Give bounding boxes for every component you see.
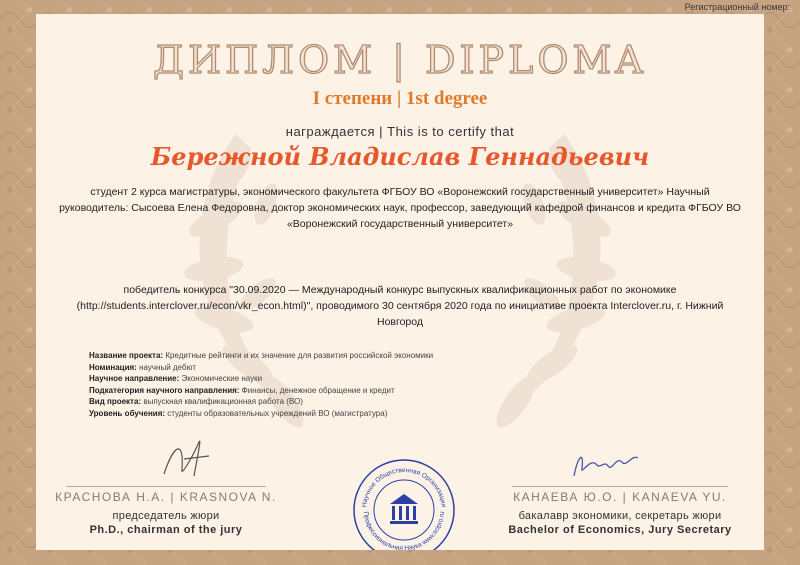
chairman-signature-block [46, 476, 286, 536]
detail-row: Подкатегория научного направления: Финансы, денежное обращение и кредит [89, 385, 395, 395]
detail-row: Научное направление: Экономические науки [89, 374, 263, 383]
registration-number-label: Регистрационный номер: [684, 2, 790, 12]
degree-label: I степени | 1st degree [312, 88, 488, 109]
chairman-name: КРАСНОВА Н.А. | KRASNOVA N. [55, 490, 277, 504]
recipient-description: студент 2 курса магистратуры, экономического факультета ФГБОУ ВО «Воронежский государственный университет» Научный руководитель: Сысоева Елена Федоровна, доктор экономических наук, профессор, заведующий кафедрой финансов и кредита ФГБОУ ВО «Воронежский государственный университет» [59, 186, 741, 230]
detail-row: Вид проекта: выпускная квалификационная работа (ВО) [89, 397, 303, 406]
detail-row: Уровень обучения: студенты образовательных учреждений ВО (магистратура) [89, 408, 388, 418]
detail-row: Название проекта: Кредитные рейтинги и их значение для развития российской экономики [89, 351, 434, 360]
secretary-role: бакалавр экономики, секретарь жюри [518, 510, 722, 522]
certificate-sheet [36, 14, 764, 553]
recipient-name: Бережной Владислав Геннадьевич [150, 142, 650, 171]
chairman-role: председатель жюри [112, 510, 220, 522]
organization-seal [350, 456, 458, 553]
certify-text: награждается | This is to certify that [285, 124, 515, 139]
diploma-title: ДИПЛОМ | DIPLOMA [153, 38, 647, 82]
seal-bottom-text: Профессиональная Наука www.scipro.ru [361, 511, 447, 553]
winner-statement: победитель конкурса "30.09.2020 — Международный конкурс выпускных квалификационных работ по экономике (http://students.interclover.ru/econ/vkr_econ.html)", проводимого 30 сентября 2020 года по инициативе проекта Interclover.ru, г. Нижний Новгород [76, 284, 724, 328]
project-details [89, 350, 433, 419]
secretary-name: КАНАЕВА Ю.О. | KANAEVA YU. [513, 490, 727, 504]
secretary-signature-block [480, 476, 760, 536]
seal-top-text: Научное Общественная Организация [361, 466, 447, 508]
detail-row: Номинация: научный дебют [89, 362, 196, 372]
secretary-role-en: Bachelor of Economics, Jury Secretary [508, 524, 732, 536]
building-icon [390, 494, 418, 524]
chairman-role-en: Ph.D., chairman of the jury [89, 524, 243, 536]
